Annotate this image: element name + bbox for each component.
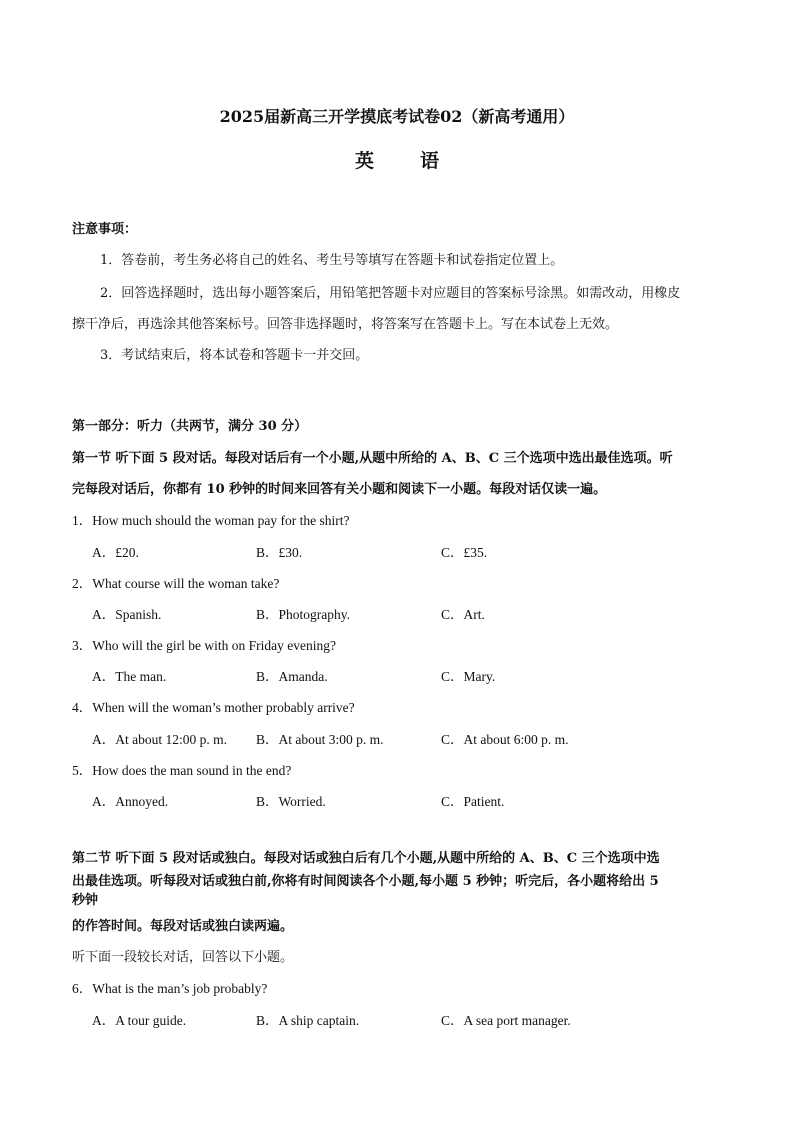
question-1-option-a: A．£20.: [92, 545, 139, 560]
question-5-option-b: B．Worried.: [256, 794, 326, 809]
question-1-option-b: B．£30.: [256, 545, 303, 560]
question-3-option-c: C．Mary.: [441, 669, 496, 684]
question-4-option-a: A．At about 12:00 p. m.: [92, 732, 227, 747]
question-4-stem: 4．When will the woman’s mother probably arrive?: [72, 700, 355, 715]
section1-instruction-line-1: 第一节 听下面 5 段对话。每段对话后有一个小题,从题中所给的 A、B、C 三个选项中选出最佳选项。听: [72, 451, 673, 466]
question-2-stem: 2．What course will the woman take?: [72, 576, 280, 591]
question-1-stem: 1．How much should the woman pay for the shirt?: [72, 513, 350, 528]
notice-item-3: 3．考试结束后，将本试卷和答题卡一并交回。: [100, 348, 369, 363]
question-3-option-b: B．Amanda.: [256, 669, 328, 684]
question-3-option-a: A．The man.: [92, 669, 167, 684]
question-1-option-c: C．£35.: [441, 545, 488, 560]
notice-item-1: 1．答卷前，考生务必将自己的姓名、考生号等填写在答题卡和试卷指定位置上。: [100, 253, 564, 268]
question-4-option-b: B．At about 3:00 p. m.: [256, 732, 384, 747]
part1-heading: 第一部分：听力（共两节，满分 30 分）: [72, 419, 308, 434]
exam-subject: 英语: [354, 150, 485, 172]
question-2-option-c: C．Art.: [441, 607, 485, 622]
question-5-option-a: A．Annoyed.: [92, 794, 169, 809]
question-3-stem: 3．Who will the girl be with on Friday evening?: [72, 638, 336, 653]
section2-instruction-line-2: 出最佳选项。听每段对话或独白前,你将有时间阅读各个小题,每小题 5 秒钟；听完后，各小题将给出 5: [72, 874, 659, 889]
notice-heading: 注意事项：: [72, 222, 138, 237]
question-6-option-c: C．A sea port manager.: [441, 1013, 571, 1028]
notice-item-2-line-1: 2．回答选择题时，选出每小题答案后，用铅笔把答题卡对应题目的答案标号涂黑。如需改动，用橡皮: [100, 286, 681, 301]
question-6-stem: 6．What is the man’s job probably?: [72, 981, 268, 996]
section2-instruction-line-4: 的作答时间。每段对话或独白读两遍。: [72, 919, 294, 934]
question-6-option-b: B．A ship captain.: [256, 1013, 360, 1028]
question-5-option-c: C．Patient.: [441, 794, 505, 809]
question-2-option-b: B．Photography.: [256, 607, 350, 622]
section2-instruction-line-1: 第二节 听下面 5 段对话或独白。每段对话或独白后有几个小题,从题中所给的 A、B、C 三个选项中选: [72, 851, 660, 866]
notice-item-2-line-2: 擦干净后，再选涂其他答案标号。回答非选择题时，将答案写在答题卡上。写在本试卷上无效。: [72, 317, 619, 332]
exam-title: 2025届新高三开学摸底考试卷02（新高考通用）: [219, 107, 575, 126]
question-4-option-c: C．At about 6:00 p. m.: [441, 732, 569, 747]
question-6-option-a: A．A tour guide.: [92, 1013, 187, 1028]
question-2-option-a: A．Spanish.: [92, 607, 162, 622]
question-5-stem: 5．How does the man sound in the end?: [72, 763, 292, 778]
long-dialogue-intro: 听下面一段较长对话，回答以下小题。: [72, 950, 294, 965]
section1-instruction-line-2: 完每段对话后，你都有 10 秒钟的时间来回答有关小题和阅读下一小题。每段对话仅读一遍。: [72, 482, 607, 497]
section2-instruction-line-3: 秒钟: [72, 893, 99, 908]
